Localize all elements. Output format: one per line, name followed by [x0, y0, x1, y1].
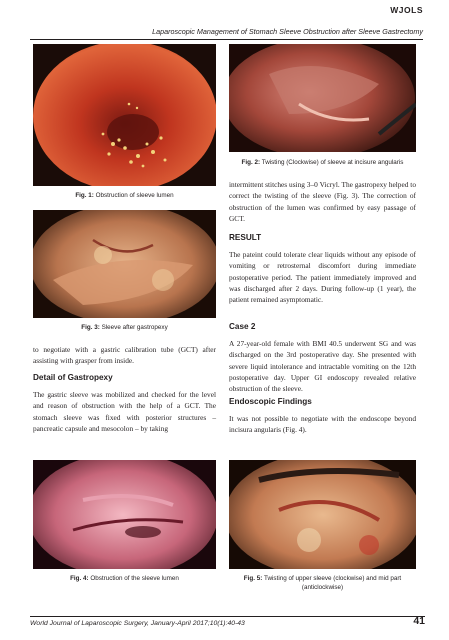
running-title: Laparoscopic Management of Stomach Sleeve Obstruction after Sleeve Gastrectomy — [30, 27, 423, 40]
figure-3-image — [33, 210, 216, 318]
figure-4-text: Obstruction of the sleeve lumen — [90, 575, 179, 582]
heading-result: RESULT — [229, 233, 262, 242]
endoscopic-findings-paragraph: It was not possible to negotiate with the endoscope beyond incisura angularis (Fig. 4). — [229, 414, 416, 435]
page-number: 41 — [413, 615, 425, 627]
figure-5-caption — [229, 575, 416, 592]
figure-2-image — [229, 44, 416, 152]
figure-3-text: Sleeve after gastropexy — [101, 324, 168, 331]
figure-5-text: Twisting of upper sleeve (clockwise) and mid part (anticlockwise) — [263, 575, 402, 591]
figure-2-label: Fig. 2: — [241, 159, 261, 166]
footer-citation: World Journal of Laparoscopic Surgery, January-April 2017;10(1):40-43 — [30, 620, 245, 627]
heading-detail-of-gastropexy: Detail of Gastropexy — [33, 373, 113, 382]
figure-3-label: Fig. 3: — [81, 324, 100, 331]
figure-2-text: Twisting (Clockwise) of sleeve at incisure angularis — [261, 159, 404, 166]
figure-5-image — [229, 460, 416, 569]
heading-case-2: Case 2 — [229, 322, 256, 331]
figure-1-caption — [33, 192, 216, 201]
case-2-paragraph: A 27-year-old female with BMI 40.5 underwent SG and was discharged on the 3rd postoperative day. She presented with severe liquid intolerance and intractable vomiting on the 12th postoperative day. Upper GI endoscopy revealed relative obstruction of the sleeve. — [229, 339, 416, 394]
figure-5-label: Fig. 5: — [243, 575, 263, 582]
figure-4-image — [33, 460, 216, 569]
result-paragraph: The pateint could tolerate clear liquids without any episode of vomiting or retrosternal discomfort during immediate postoperative period. The patient immediately improved and was discharged after 2 days. During follow-up (1 year), the patient remained asymptomatic. — [229, 250, 416, 305]
figure-1-label: Fig. 1: — [75, 192, 94, 199]
left-paragraph-2: The gastric sleeve was mobilized and checked for the level and reason of obstruction with the help of a GCT. The stomach sleeve was fixed with posterior structures – pancreatic capsule and mesocolon – by taking — [33, 390, 216, 433]
journal-tag: WJOLS — [390, 5, 423, 15]
figure-1-text: Obstruction of sleeve lumen — [95, 192, 174, 199]
figure-4-label: Fig. 4: — [70, 575, 89, 582]
figure-4-caption — [33, 575, 216, 584]
left-paragraph-1: to negotiate with a gastric calibration tube (GCT) after assisting with grasper from inside. — [33, 345, 216, 366]
figure-1-image — [33, 44, 216, 186]
footer-rule — [30, 616, 425, 617]
heading-endoscopic-findings: Endoscopic Findings — [229, 397, 312, 406]
figure-2-caption — [229, 159, 416, 168]
figure-3-caption — [33, 324, 216, 333]
right-paragraph-1: intermittent stitches using 3–0 Vicryl. The gastropexy helped to correct the twisting of the sleeve (Fig. 3). The correction of obstruction of the lumen was confirmed by easy passage of GCT. — [229, 180, 416, 223]
